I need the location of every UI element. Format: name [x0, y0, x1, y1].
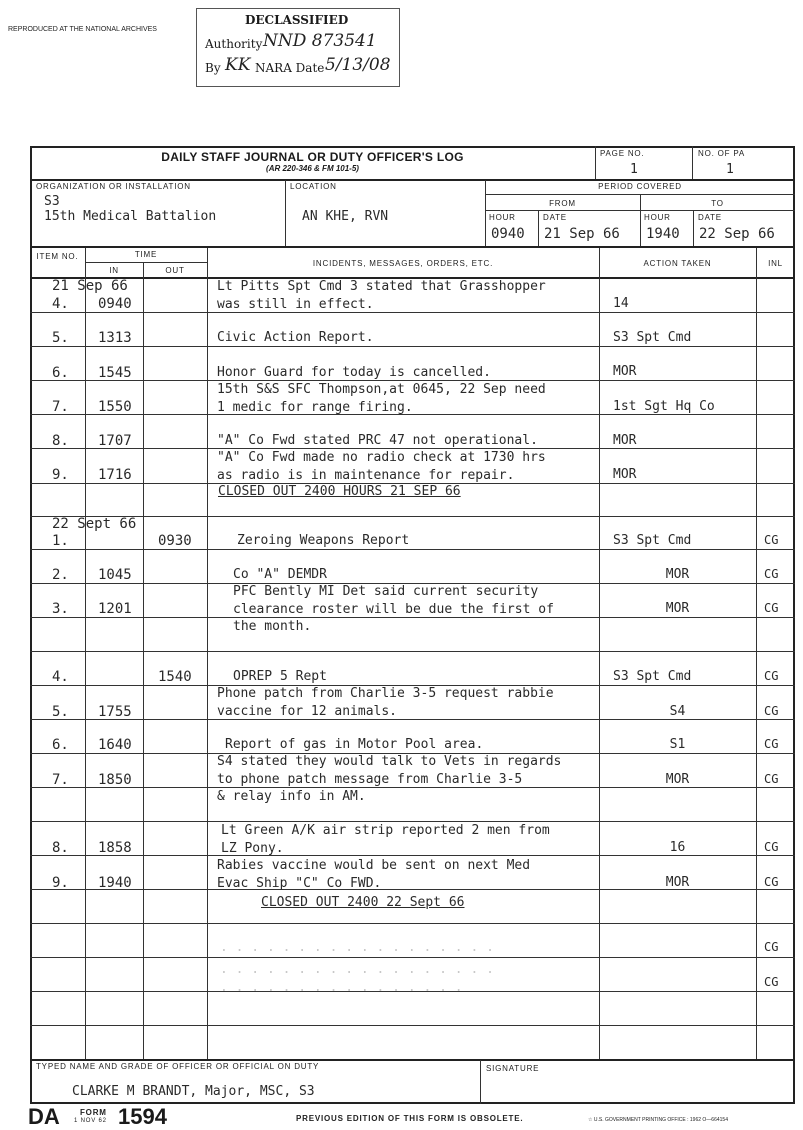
- entry-incident-line: LZ Pony.: [221, 840, 284, 856]
- entry-time-in: 1313: [98, 330, 132, 346]
- location-label: LOCATION: [290, 182, 337, 191]
- entry-incident-line: to phone patch message from Charlie 3-5: [217, 771, 523, 787]
- typed-name: CLARKE M BRANDT, Major, MSC, S3: [72, 1084, 315, 1099]
- entry-incident-line: Rabies vaccine would be sent on next Med: [217, 858, 531, 873]
- entry-initials: CG: [764, 601, 779, 615]
- col-action-header: ACTION TAKEN: [643, 259, 712, 268]
- entry-incident-line: clearance roster will be due the first of: [233, 601, 554, 617]
- entry-time-in: 1201: [98, 601, 132, 617]
- entry-time-in: 1850: [98, 772, 132, 788]
- page-no-label: PAGE NO.: [600, 149, 645, 158]
- entry-action: S3 Spt Cmd: [613, 330, 692, 345]
- stamp-nara-label: NARA Date: [255, 61, 325, 75]
- entry-incident-line: Co "A" DEMDR: [233, 567, 327, 582]
- row-rule: [30, 923, 795, 924]
- entry-action: MOR: [665, 772, 690, 787]
- entry-incident-line: Honor Guard for today is cancelled.: [217, 365, 491, 380]
- entry-action: MOR: [613, 433, 637, 448]
- gpo-note: ☆ U.S. GOVERNMENT PRINTING OFFICE : 1962 O—664154: [588, 1117, 728, 1123]
- entry-initials: CG: [764, 940, 779, 954]
- entry-incident-line: S4 stated they would talk to Vets in regards: [217, 754, 562, 769]
- row-rule: [30, 855, 795, 856]
- form-da: DA: [28, 1104, 60, 1129]
- entry-item-no: 9.: [52, 467, 69, 483]
- entry-initials: CG: [764, 772, 779, 786]
- entry-item-no: 5.: [52, 704, 69, 720]
- row-rule: [30, 346, 795, 347]
- entry-incident-line: PFC Bently MI Det said current security: [233, 584, 539, 599]
- entry-incident-line: Phone patch from Charlie 3-5 request rabbie: [217, 686, 554, 701]
- entry-incident-line: the month.: [233, 619, 312, 634]
- entry-item-no: 7.: [52, 399, 69, 415]
- entry-initials: CG: [764, 567, 779, 581]
- entry-time-in: 1940: [98, 875, 132, 891]
- entry-incident-line: "A" Co Fwd stated PRC 47 not operational.: [217, 433, 538, 448]
- entry-incident-line: Civic Action Report.: [217, 330, 374, 345]
- stamp-authority-value: NND 873541: [263, 31, 377, 51]
- entry-action: S1: [669, 737, 686, 752]
- entry-item-no: 9.: [52, 875, 69, 891]
- to-hour-label: HOUR: [644, 213, 671, 222]
- from-label: FROM: [549, 199, 576, 208]
- closed-out-2: CLOSED OUT 2400 22 Sept 66: [261, 895, 465, 910]
- entry-action: S4: [669, 704, 686, 719]
- entry-time-in: 0940: [98, 296, 132, 312]
- entry-initials: CG: [764, 533, 779, 547]
- entry-time-in: 1858: [98, 840, 132, 856]
- entry-time-in: 1545: [98, 365, 132, 381]
- entry-item-no: 6.: [52, 365, 69, 381]
- row-rule: [30, 549, 795, 550]
- row-rule: [30, 957, 795, 958]
- row-rule: [30, 821, 795, 822]
- row-rule: [30, 651, 795, 652]
- from-hour-label: HOUR: [489, 213, 516, 222]
- signature-label: SIGNATURE: [486, 1064, 540, 1073]
- entry-item-no: 7.: [52, 772, 69, 788]
- entry-action: 1st Sgt Hq Co: [613, 399, 715, 414]
- page-no: 1: [630, 162, 638, 177]
- to-hour: 1940: [646, 226, 680, 242]
- entry-initials: CG: [764, 975, 779, 989]
- entry-action: S3 Spt Cmd: [613, 669, 692, 684]
- entry-initials: CG: [764, 840, 779, 854]
- entry-initials: CG: [764, 737, 779, 751]
- form-regs: (AR 220-346 & FM 101-5): [266, 164, 359, 173]
- entry-incident-line: vaccine for 12 animals.: [217, 703, 398, 719]
- row-rule: [30, 719, 795, 720]
- entry-incident-line: as radio is in maintenance for repair.: [217, 467, 515, 483]
- col-time-header: TIME: [134, 250, 158, 259]
- entry-incident-line: was still in effect.: [217, 296, 374, 312]
- entry-time-in: 1755: [98, 704, 132, 720]
- entry-incident-line: Zeroing Weapons Report: [237, 533, 410, 548]
- typed-name-label: TYPED NAME AND GRADE OF OFFICER OR OFFICIAL ON DUTY: [36, 1062, 320, 1071]
- entry-time-in: 1716: [98, 467, 132, 483]
- entry-item-no: 4.: [52, 296, 69, 312]
- entry-incident-line: "A" Co Fwd made no radio check at 1730 hrs: [217, 450, 546, 465]
- col-incidents-header: INCIDENTS, MESSAGES, ORDERS, ETC.: [312, 259, 494, 268]
- entry-action: 14: [613, 296, 629, 311]
- log-date-1: 21 Sep 66: [52, 278, 128, 294]
- from-date-label: DATE: [543, 213, 567, 222]
- entry-initials: CG: [764, 875, 779, 889]
- form-date: 1 NOV 62: [74, 1118, 107, 1124]
- stamp-by-label: By: [205, 61, 221, 75]
- entry-time-in: 1045: [98, 567, 132, 583]
- entry-action: MOR: [665, 567, 690, 582]
- to-label: TO: [711, 199, 724, 208]
- declassified-stamp: [196, 8, 400, 87]
- entry-item-no: 5.: [52, 330, 69, 346]
- stamp-title: DECLASSIFIED: [245, 13, 349, 27]
- col-inl-header: INL: [768, 259, 783, 268]
- entry-action: S3 Spt Cmd: [613, 533, 692, 548]
- org-label: ORGANIZATION OR INSTALLATION: [36, 182, 191, 191]
- col-item-header: ITEM NO.: [36, 252, 79, 261]
- row-rule: [30, 1025, 795, 1026]
- entry-incident-line: & relay info in AM.: [217, 789, 366, 804]
- log-date-2: 22 Sept 66: [52, 516, 137, 532]
- entry-item-no: 4.: [52, 669, 69, 685]
- from-hour: 0940: [491, 226, 525, 242]
- entry-action: MOR: [613, 364, 637, 379]
- form-word: FORM: [80, 1108, 107, 1117]
- stamp-by-value: KK: [225, 55, 251, 75]
- faded-entry-line: . . . . . . . . . . . . . . . . . .: [220, 962, 494, 977]
- entry-initials: CG: [764, 704, 779, 718]
- entry-item-no: 3.: [52, 601, 69, 617]
- entry-time-out: 1540: [158, 669, 192, 685]
- no-of-pages-label: NO. OF PA: [698, 149, 746, 158]
- stamp-authority-label: Authority: [205, 37, 263, 51]
- form-number: 1594: [118, 1104, 167, 1129]
- entry-action: MOR: [665, 875, 690, 890]
- row-rule: [30, 380, 795, 381]
- entry-time-in: 1707: [98, 433, 132, 449]
- entry-incident-line: Lt Green A/K air strip reported 2 men from: [221, 823, 550, 838]
- col-out-header: OUT: [165, 266, 185, 275]
- entry-action: MOR: [665, 601, 690, 616]
- entry-item-no: 8.: [52, 840, 69, 856]
- entry-incident-line: OPREP 5 Rept: [233, 669, 327, 684]
- row-rule: [30, 516, 795, 517]
- entry-incident-line: Report of gas in Motor Pool area.: [225, 737, 484, 752]
- row-rule: [30, 787, 795, 788]
- from-date: 21 Sep 66: [544, 226, 620, 242]
- form-title: DAILY STAFF JOURNAL OR DUTY OFFICER'S LOG: [161, 150, 464, 164]
- entry-time-out: 0930: [158, 533, 192, 549]
- entry-initials: CG: [764, 669, 779, 683]
- row-rule: [30, 448, 795, 449]
- entry-action: 16: [669, 840, 686, 855]
- org-line2: 15th Medical Battalion: [44, 209, 217, 224]
- to-date: 22 Sep 66: [699, 226, 775, 242]
- entry-incident-line: Evac Ship "C" Co FWD.: [217, 875, 382, 891]
- entry-incident-line: 15th S&S SFC Thompson,at 0645, 22 Sep need: [217, 382, 546, 397]
- org-line1: S3: [44, 194, 60, 209]
- faded-entry-line: . . . . . . . . . . . . . . . . . .: [220, 940, 494, 955]
- entry-action: MOR: [613, 467, 637, 482]
- period-covered-label: PERIOD COVERED: [598, 182, 682, 191]
- entry-item-no: 8.: [52, 433, 69, 449]
- entry-incident-line: Lt Pitts Spt Cmd 3 stated that Grasshopper: [217, 279, 546, 294]
- row-rule: [30, 617, 795, 618]
- to-date-label: DATE: [698, 213, 722, 222]
- entry-item-no: 1.: [52, 533, 69, 549]
- faded-entry-line: . . . . . . . . . . . . . . . .: [220, 980, 463, 995]
- entry-time-in: 1550: [98, 399, 132, 415]
- stamp-nara-date: 5/13/08: [325, 55, 391, 75]
- col-in-header: IN: [109, 266, 119, 275]
- entry-item-no: 6.: [52, 737, 69, 753]
- entry-time-in: 1640: [98, 737, 132, 753]
- entry-incident-line: 1 medic for range firing.: [217, 399, 413, 415]
- row-rule: [30, 312, 795, 313]
- entry-item-no: 2.: [52, 567, 69, 583]
- previous-edition-note: PREVIOUS EDITION OF THIS FORM IS OBSOLETE.: [296, 1114, 524, 1123]
- location: AN KHE, RVN: [302, 209, 389, 224]
- closed-out-1: CLOSED OUT 2400 HOURS 21 SEP 66: [218, 484, 461, 499]
- no-of-pages: 1: [726, 162, 734, 177]
- reproduced-note: REPRODUCED AT THE NATIONAL ARCHIVES: [8, 26, 157, 33]
